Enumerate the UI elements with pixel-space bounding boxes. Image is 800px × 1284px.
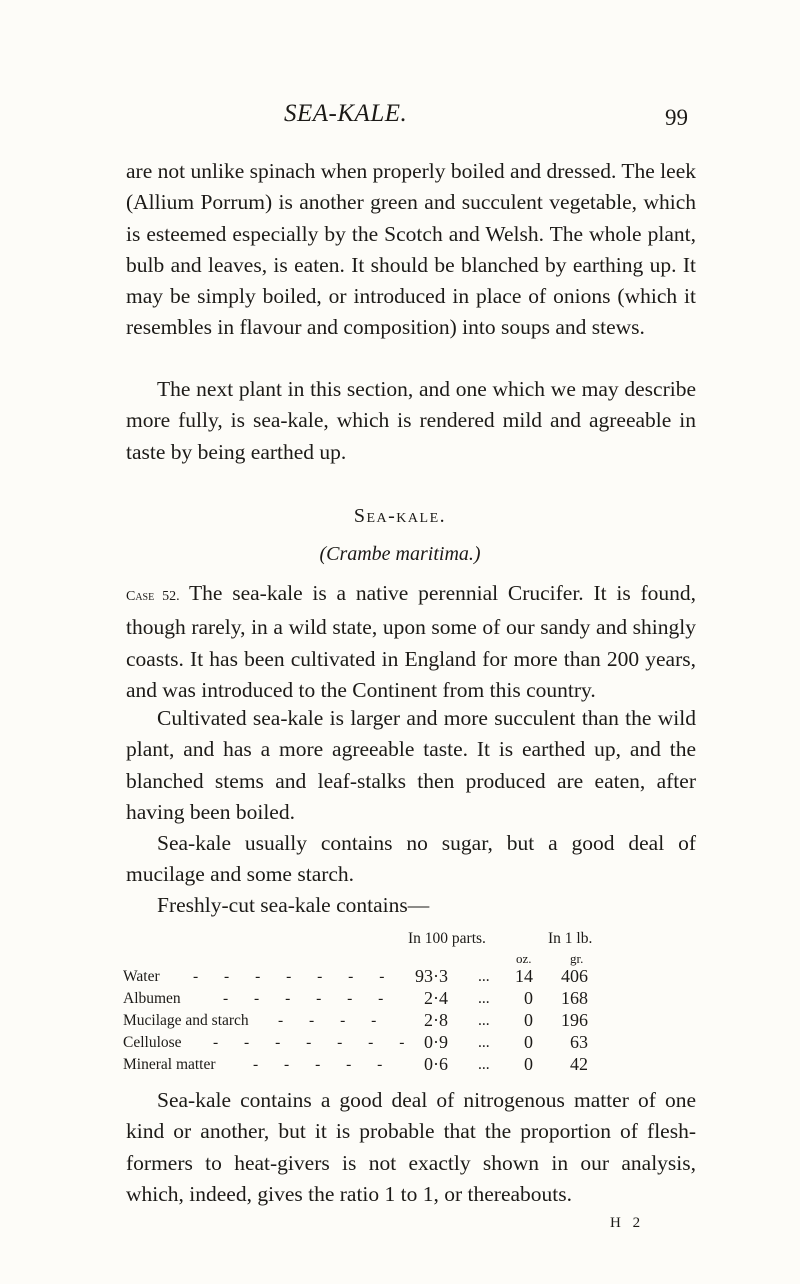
row-ellipsis: ... xyxy=(478,968,490,985)
row-gr: 168 xyxy=(561,988,588,1008)
row-gr: 63 xyxy=(570,1032,588,1052)
row-gr: 42 xyxy=(570,1054,588,1074)
unit-gr: gr. xyxy=(570,951,584,966)
paragraph-sea-kale-intro: The next plant in this section, and one which we may describe more fully, is sea-kale, which is rendered mild and agreeable in taste by being earthed up. xyxy=(126,377,696,464)
header-in-100-parts: In 100 parts. xyxy=(408,930,486,947)
paragraph-nitrogenous: Sea-kale contains a good deal of nitrogenous matter of one kind or another, but it is probable that the proportion of flesh-formers to heat-givers is not exactly shown in our analysis, which, indeed, gives the ratio 1 to 1, or thereabouts. xyxy=(126,1088,696,1206)
section-subtitle: (Crambe maritima.) xyxy=(319,543,481,565)
signature-mark: H 2 xyxy=(610,1215,641,1231)
row-label: Cellulose xyxy=(123,1034,182,1051)
row-label: Albumen xyxy=(123,990,181,1007)
table-row xyxy=(123,1056,723,1078)
row-oz: 14 xyxy=(515,966,533,986)
paragraph-sugar: Sea-kale usually contains no sugar, but a good deal of mucilage and some starch. xyxy=(126,831,696,887)
row-label: Mucilage and starch xyxy=(123,1012,249,1029)
row-percent: 93·3 xyxy=(415,966,448,986)
unit-oz: oz. xyxy=(516,951,532,966)
row-percent: 0·6 xyxy=(424,1054,448,1074)
row-oz: 0 xyxy=(524,1010,533,1030)
paragraph-cultivated: Cultivated sea-kale is larger and more succulent than the wild plant, and has a more agreeable taste. It is earthed up, and the blanched stems and leaf-stalks then produced are eaten, after having been boiled. xyxy=(126,706,696,824)
row-oz: 0 xyxy=(524,1032,533,1052)
row-ellipsis: ... xyxy=(478,1034,490,1051)
running-title: SEA-KALE. xyxy=(284,100,408,127)
header-in-1-lb: In 1 lb. xyxy=(548,930,593,947)
row-leader: - - - - xyxy=(278,1012,388,1029)
paragraph-native-text: The sea-kale is a native perennial Crucifer. It is found, though rarely, in a wild state, upon some of our sandy and shingly coasts. It has been cultivated in England for more than 200 years, and was introduced to the Continent from this country. xyxy=(126,581,696,702)
paragraph-leek: are not unlike spinach when properly boiled and dressed. The leek (Allium Porrum) is another green and succulent vegetable, which is esteemed especially by the Scotch and Welsh. The whole plant, bulb and leaves, is eaten. It should be blanched by earthing up. It may be simply boiled, or introduced in place of onions (which it resembles in flavour and composition) into soups and stews. xyxy=(126,159,696,340)
running-head xyxy=(0,100,800,130)
row-percent: 2·8 xyxy=(424,1010,448,1030)
table-row xyxy=(123,1034,723,1056)
table-row xyxy=(123,990,723,1012)
paragraph-native xyxy=(126,578,696,706)
row-ellipsis: ... xyxy=(478,1056,490,1073)
row-ellipsis: ... xyxy=(478,990,490,1007)
row-label: Water xyxy=(123,968,160,985)
row-leader: - - - - - - xyxy=(223,990,395,1007)
row-leader: - - - - - xyxy=(253,1056,394,1073)
case-label: Case 52. xyxy=(126,589,180,604)
paragraph-contains: Freshly-cut sea-kale contains— xyxy=(157,893,430,917)
row-percent: 2·4 xyxy=(424,988,448,1008)
row-leader: - - - - - - - xyxy=(213,1034,416,1051)
row-leader: - - - - - - - xyxy=(193,968,396,985)
row-oz: 0 xyxy=(524,1054,533,1074)
row-gr: 406 xyxy=(561,966,588,986)
row-percent: 0·9 xyxy=(424,1032,448,1052)
table-row xyxy=(123,968,723,990)
table-row xyxy=(123,1012,723,1034)
row-gr: 196 xyxy=(561,1010,588,1030)
section-title: Sea-kale. xyxy=(353,505,447,527)
row-oz: 0 xyxy=(524,988,533,1008)
page-number: 99 xyxy=(665,105,688,130)
row-label: Mineral matter xyxy=(123,1056,216,1073)
row-ellipsis: ... xyxy=(478,1012,490,1029)
